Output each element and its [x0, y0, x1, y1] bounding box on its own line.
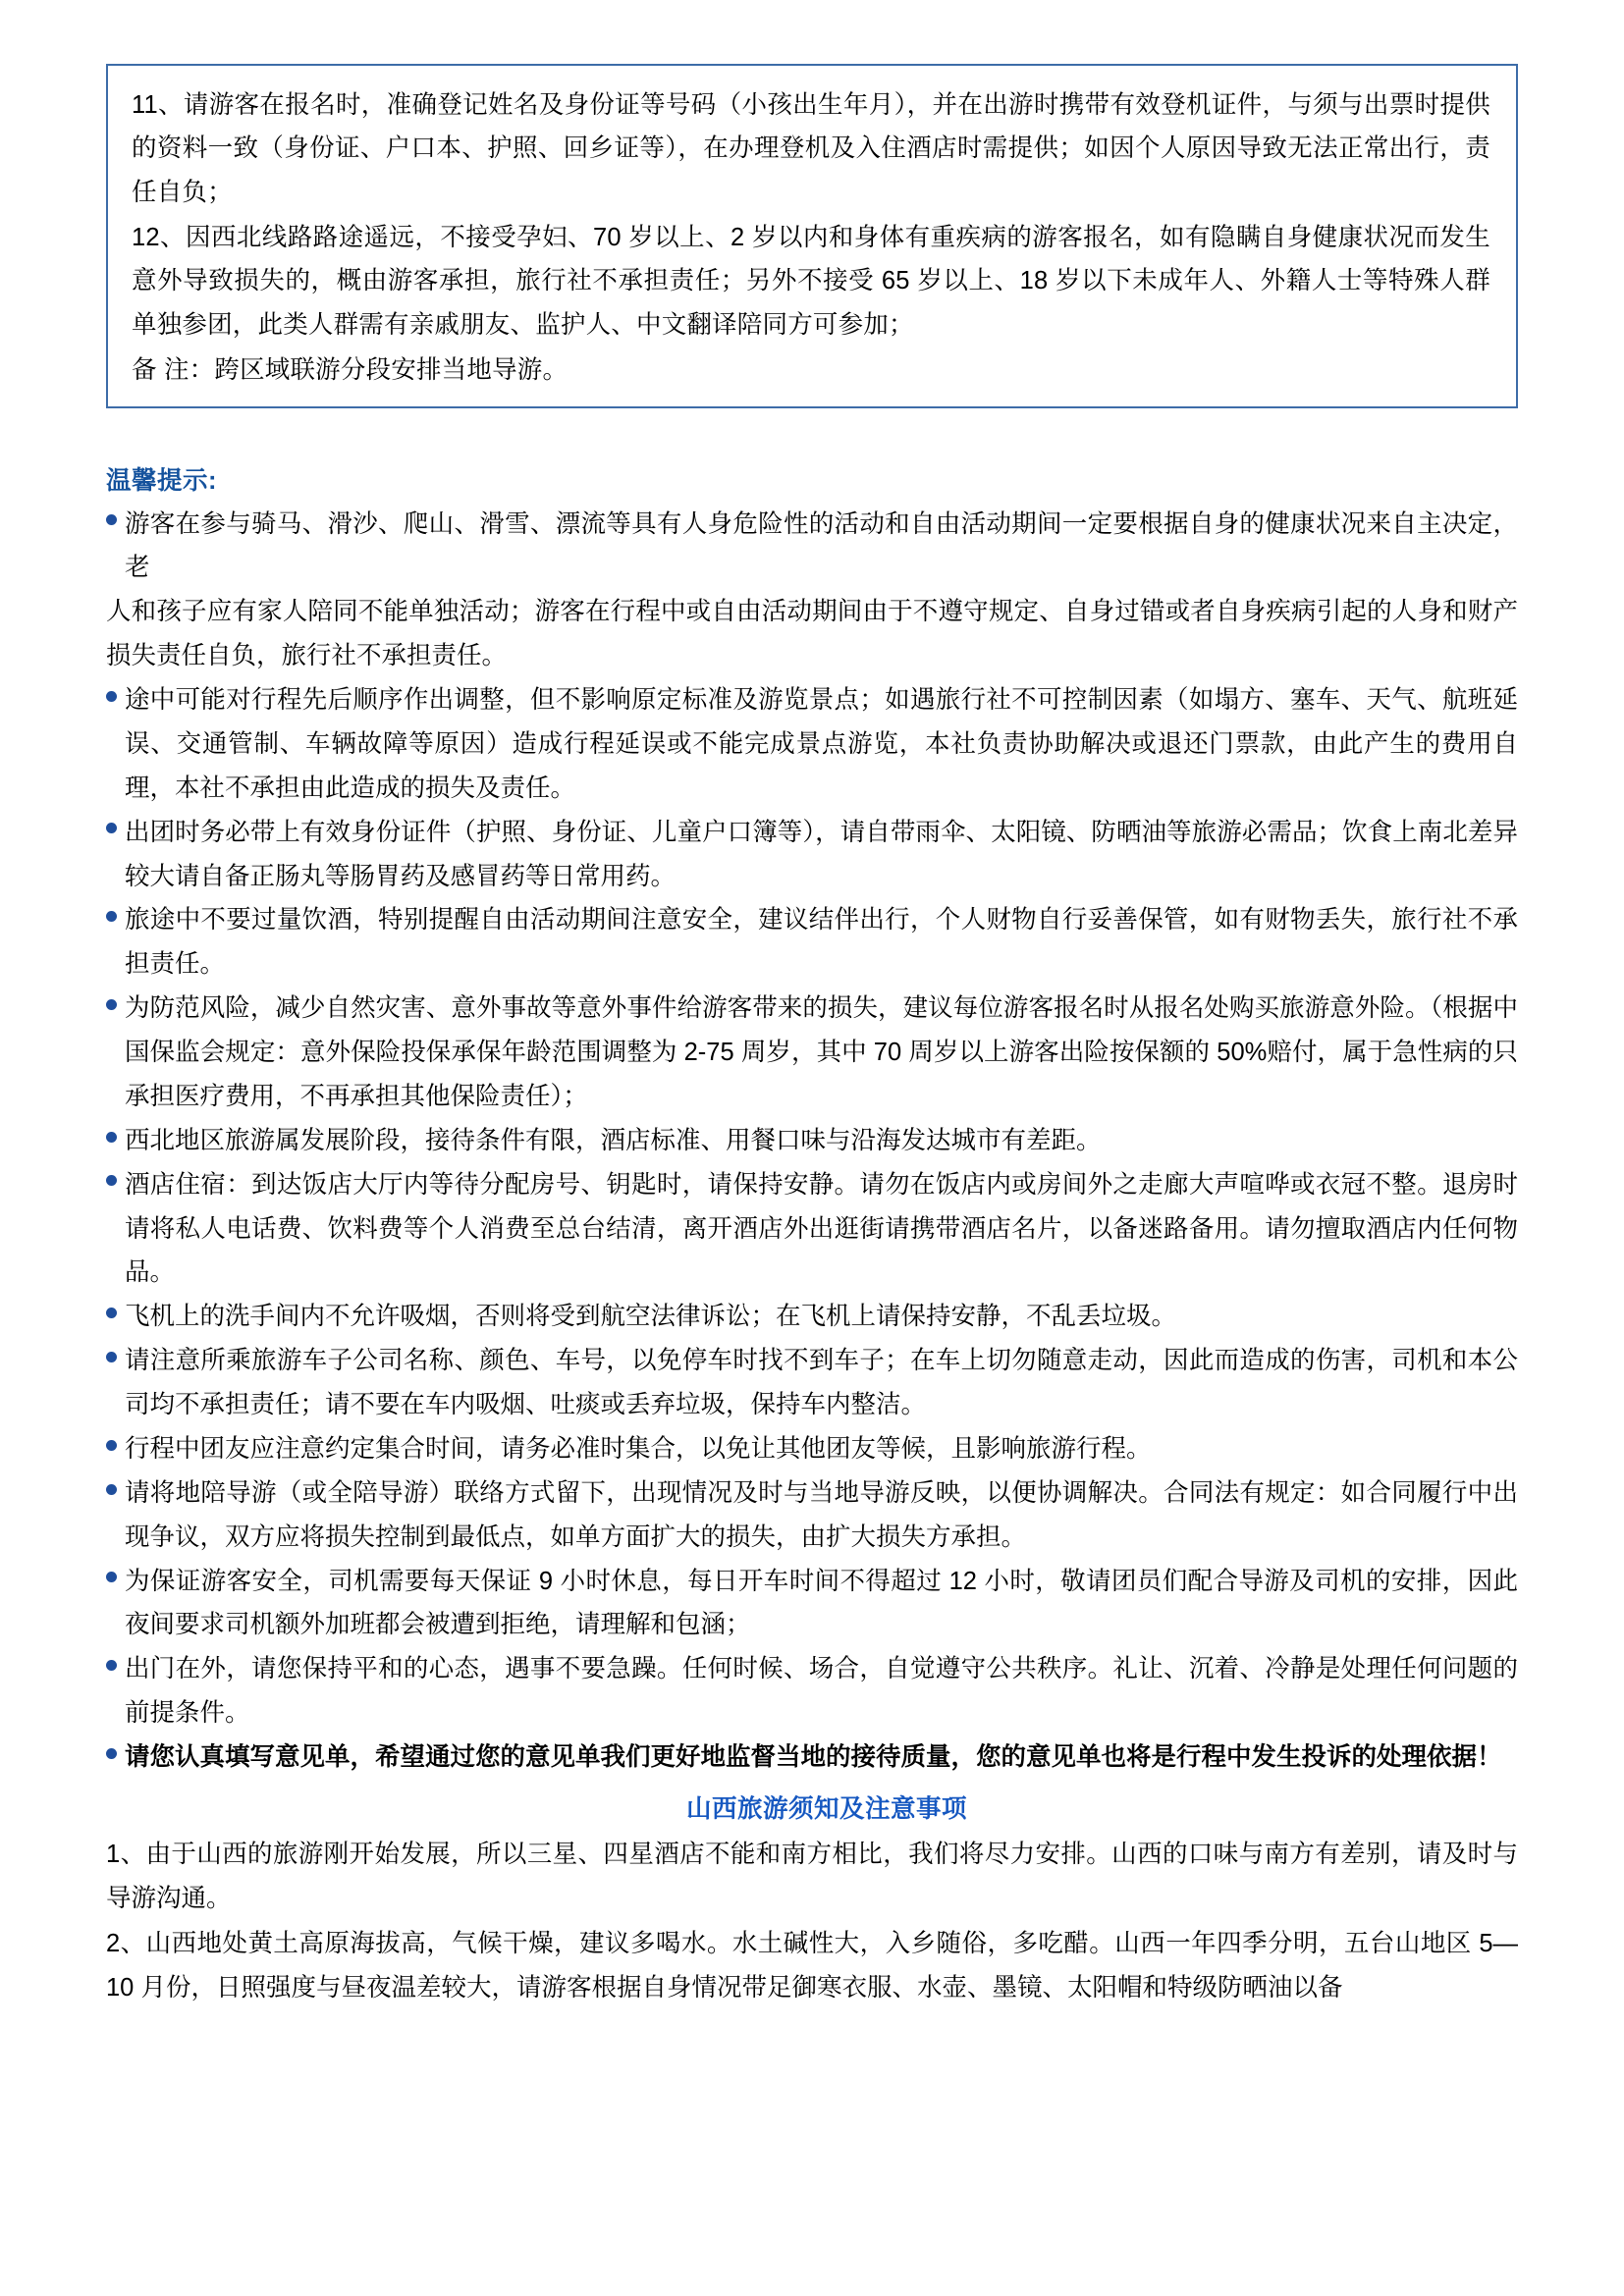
tip-item	[106, 1339, 1518, 1427]
tip-text: 出团时务必带上有效身份证件（护照、身份证、儿童户口簿等），请自带雨伞、太阳镜、防晒油等旅游必需品；饮食上南北差异较大请自备正肠丸等肠胃药及感冒药等日常用药。	[125, 818, 1518, 890]
bullet-icon	[106, 823, 117, 833]
tip-text: 为保证游客安全，司机需要每天保证 9 小时休息，每日开车时间不得超过 12 小时，敬请团员们配合导游及司机的安排，因此夜间要求司机额外加班都会被遭到拒绝，请理解和包涵；	[125, 1567, 1518, 1639]
bullet-icon	[106, 1132, 117, 1143]
tip-text: 酒店住宿：到达饭店大厅内等待分配房号、钥匙时，请保持安静。请勿在饭店内或房间外之走廊大声喧哗或衣冠不整。退房时请将私人电话费、饮料费等个人消费至总台结清，离开酒店外出逛街请携带酒店名片，以备迷路备用。请勿擅取酒店内任何物品。	[125, 1170, 1518, 1287]
shanxi-item: 1、由于山西的旅游刚开始发展，所以三星、四星酒店不能和南方相比，我们将尽力安排。山西的口味与南方有差别，请及时与导游沟通。	[106, 1840, 1518, 1913]
tip-item	[106, 1295, 1518, 1339]
bullet-icon	[106, 1352, 117, 1362]
bullet-icon	[106, 1308, 117, 1318]
notice-item: 12、因西北线路路途遥远，不接受孕妇、70 岁以上、2 岁以内和身体有重疾病的游客报名，如有隐瞒自身健康状况而发生意外导致损失的，概由游客承担，旅行社不承担责任；另外不接受 65 岁以上、18 岁以下未成年人、外籍人士等特殊人群单独参团，此类人群需有亲戚朋友、监护人、中文翻译陪同方可参加；	[132, 224, 1490, 339]
notice-remark: 备 注：跨区域联游分段安排当地导游。	[132, 356, 568, 385]
tip-item-emphasis	[106, 1735, 1518, 1780]
tip-text: 为防范风险，减少自然灾害、意外事故等意外事件给游客带来的损失，建议每位游客报名时从报名处购买旅游意外险。（根据中国保监会规定：意外保险投保承保年龄范围调整为 2-75 周岁，其中 70 周岁以上游客出险按保额的 50%赔付，属于急性病的只承担医疗费用，不再承担其他保险责任）；	[125, 994, 1518, 1110]
tip-continuation: 人和孩子应有家人陪同不能单独活动；游客在行程中或自由活动期间由于不遵守规定、自身过错或者自身疾病引起的人身和财产损失责任自负，旅行社不承担责任。	[106, 598, 1518, 670]
tip-text: 西北地区旅游属发展阶段，接待条件有限，酒店标准、用餐口味与沿海发达城市有差距。	[125, 1126, 1102, 1154]
tips-heading: 温馨提示:	[106, 466, 217, 495]
tip-text: 请注意所乘旅游车子公司名称、颜色、车号，以免停车时找不到车子；在车上切勿随意走动，因此而造成的伤害，司机和本公司均不承担责任；请不要在车内吸烟、吐痰或丢弃垃圾，保持车内整洁。	[125, 1347, 1518, 1419]
tips-list	[106, 503, 1547, 1780]
notice-box	[106, 64, 1518, 408]
tip-item	[106, 1647, 1518, 1735]
tip-item	[106, 1163, 1518, 1296]
tip-item	[106, 987, 1518, 1119]
bullet-icon	[106, 514, 117, 525]
tip-text: 行程中团友应注意约定集合时间，请务必准时集合，以免让其他团友等候，且影响旅游行程。	[125, 1434, 1152, 1463]
shanxi-item: 2、山西地处黄土高原海拔高，气候干燥，建议多喝水。水土碱性大，入乡随俗，多吃醋。山西一年四季分明，五台山地区 5—10 月份，日照强度与昼夜温差较大，请游客根据自身情况带足御寒衣服、水壶、墨镜、太阳帽和特级防晒油以备	[106, 1929, 1518, 2002]
bullet-icon	[106, 1572, 117, 1582]
bullet-icon	[106, 911, 117, 922]
tip-item	[106, 1119, 1518, 1163]
tip-text: 出门在外，请您保持平和的心态，遇事不要急躁。任何时候、场合，自觉遵守公共秩序。礼让、沉着、冷静是处理任何问题的前提条件。	[125, 1655, 1518, 1728]
bullet-icon	[106, 1175, 117, 1186]
bullet-icon	[106, 1660, 117, 1671]
tip-item	[106, 811, 1518, 899]
bullet-icon	[106, 691, 117, 702]
tip-item	[106, 1471, 1518, 1560]
bullet-icon	[106, 1440, 117, 1451]
tip-item	[106, 898, 1518, 987]
bullet-icon	[106, 1484, 117, 1495]
tip-text: 游客在参与骑马、滑沙、爬山、滑雪、漂流等具有人身危险性的活动和自由活动期间一定要根据自身的健康状况来自主决定，老	[125, 509, 1518, 582]
tip-item	[106, 1560, 1518, 1648]
tip-item	[106, 503, 1518, 591]
tip-item	[106, 1427, 1518, 1471]
bullet-icon	[106, 999, 117, 1010]
tip-item	[106, 678, 1518, 811]
tip-text: 请您认真填写意见单，希望通过您的意见单我们更好地监督当地的接待质量，您的意见单也将是行程中发生投诉的处理依据！	[125, 1743, 1502, 1772]
tip-text: 飞机上的洗手间内不允许吸烟，否则将受到航空法律诉讼；在飞机上请保持安静，不乱丢垃圾。	[125, 1303, 1177, 1331]
section-heading-shanxi: 山西旅游须知及注意事项	[685, 1794, 967, 1823]
tip-text: 旅途中不要过量饮酒，特别提醒自由活动期间注意安全，建议结伴出行，个人财物自行妥善保管，如有财物丢失，旅行社不承担责任。	[125, 906, 1518, 979]
tip-text: 请将地陪导游（或全陪导游）联络方式留下，出现情况及时与当地导游反映，以便协调解决。合同法有规定：如合同履行中出现争议，双方应将损失控制到最低点，如单方面扩大的损失，由扩大损失方承担。	[125, 1478, 1518, 1551]
tip-text: 途中可能对行程先后顺序作出调整，但不影响原定标准及游览景点；如遇旅行社不可控制因素（如塌方、塞车、天气、航班延误、交通管制、车辆故障等原因）造成行程延误或不能完成景点游览，本社负责协助解决或退还门票款，由此产生的费用自理，本社不承担由此造成的损失及责任。	[125, 686, 1518, 802]
notice-item: 11、请游客在报名时，准确登记姓名及身份证等号码（小孩出生年月），并在出游时携带有效登机证件，与须与出票时提供的资料一致（身份证、户口本、护照、回乡证等），在办理登机及入住酒店时需提供；如因个人原因导致无法正常出行，责任自负；	[132, 91, 1490, 206]
bullet-icon	[106, 1748, 117, 1759]
